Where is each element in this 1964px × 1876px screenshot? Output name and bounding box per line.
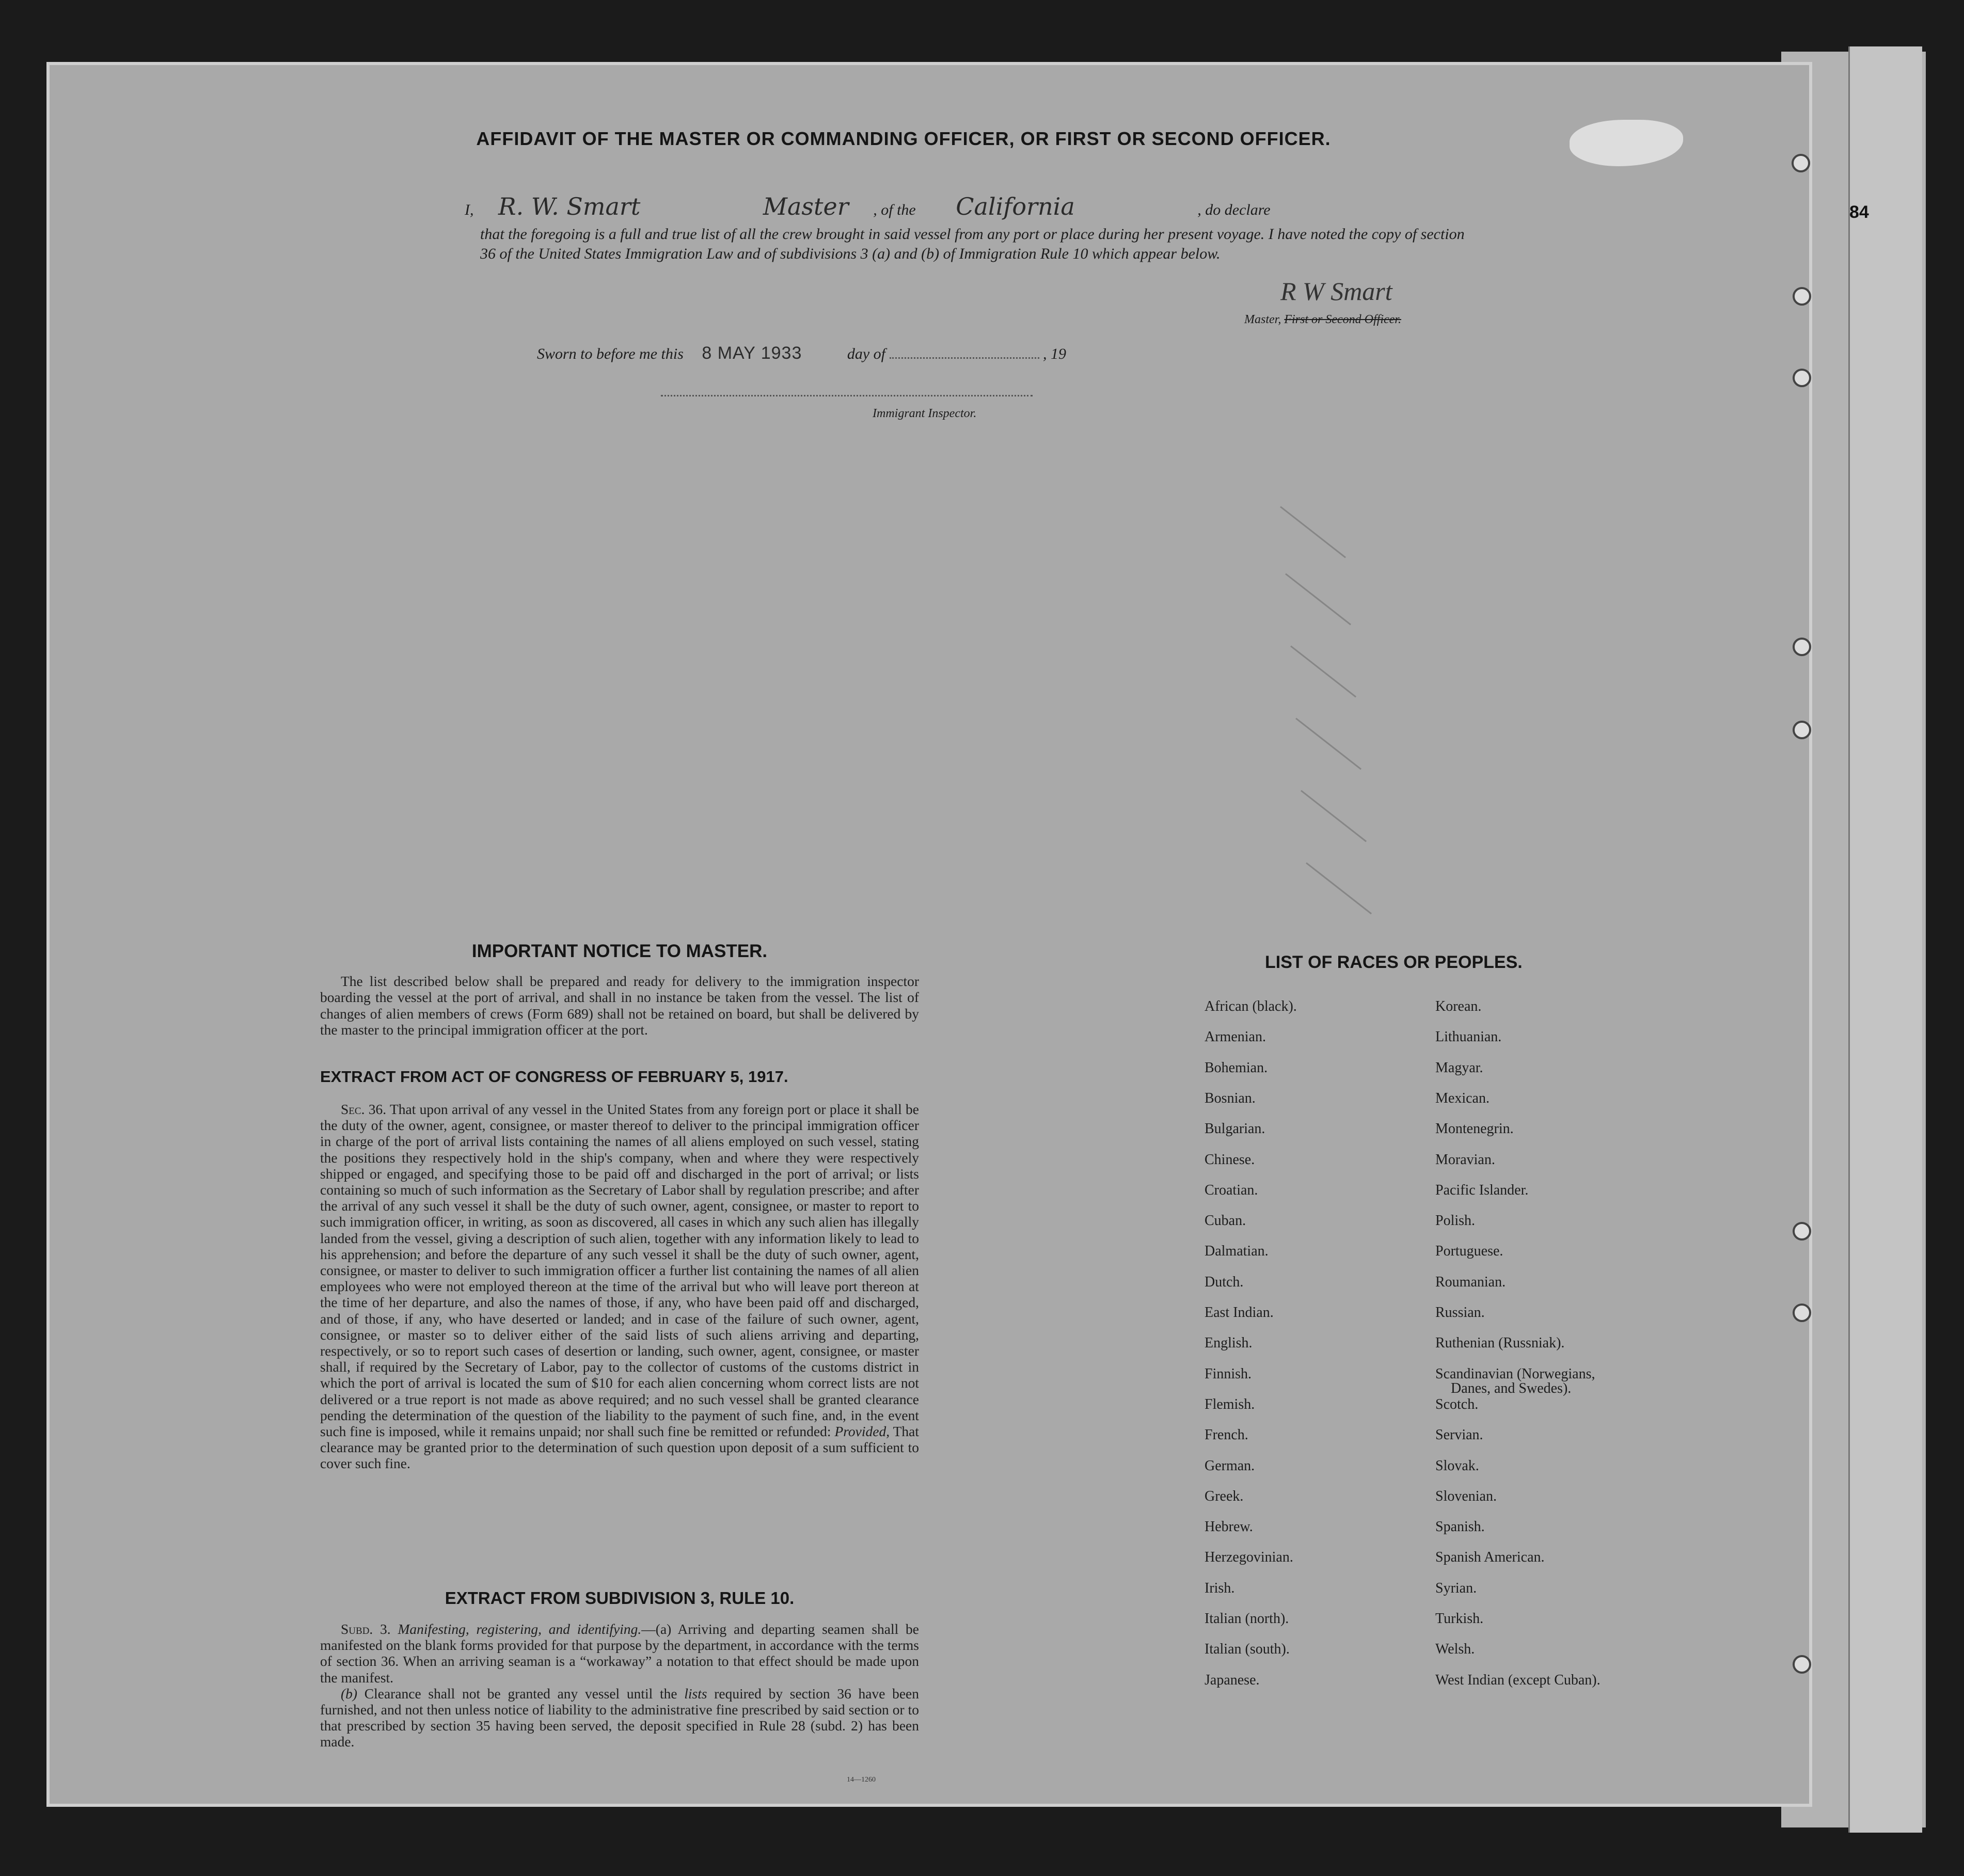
sec36-label: Sec. 36.: [341, 1101, 387, 1117]
race-item: Mexican.: [1435, 1090, 1490, 1106]
day-of-label: day of: [847, 345, 886, 362]
struck-officer-label: First or Second Officer.: [1284, 313, 1401, 326]
binder-hole-icon: [1793, 638, 1811, 656]
race-item: Lithuanian.: [1435, 1029, 1502, 1045]
race-item: Portuguese.: [1435, 1243, 1503, 1260]
binder-hole-icon: [1793, 1655, 1811, 1674]
inspector-label: Immigrant Inspector.: [873, 407, 977, 420]
race-item: African (black).: [1205, 998, 1297, 1014]
of-the-label: , of the: [873, 201, 916, 218]
race-item: Irish.: [1205, 1580, 1235, 1596]
binder-hole-icon: [1792, 154, 1810, 172]
binder-hole-icon: [1793, 287, 1811, 306]
affidavit-heading: AFFIDAVIT OF THE MASTER OR COMMANDING OFFICER, OR FIRST OR SECOND OFFICER.: [476, 128, 1331, 149]
race-item: Moravian.: [1435, 1151, 1495, 1168]
handwritten-rank: Master: [763, 193, 849, 220]
race-item: West Indian (except Cuban).: [1435, 1672, 1601, 1688]
race-item: Roumanian.: [1435, 1274, 1506, 1290]
race-item: Japanese.: [1205, 1672, 1260, 1688]
race-item: Bulgarian.: [1205, 1121, 1265, 1137]
master-signature: R W Smart: [1280, 277, 1392, 306]
race-item: Servian.: [1435, 1427, 1483, 1443]
declaration-first-line: [465, 193, 1271, 220]
race-item: Polish.: [1435, 1213, 1476, 1229]
sec36-provided: Provided,: [834, 1423, 890, 1440]
race-item: Slovenian.: [1435, 1488, 1497, 1504]
notice-text: [320, 973, 919, 1038]
race-item: Spanish American.: [1435, 1549, 1545, 1566]
do-declare-label: , do declare: [1197, 201, 1271, 218]
sworn-line: [537, 343, 1066, 363]
subdivision-3-text: [320, 1621, 919, 1750]
race-item: Ruthenian (Russniak).: [1435, 1335, 1565, 1352]
race-item: East Indian.: [1205, 1305, 1274, 1321]
subd-b-label: (b): [341, 1685, 358, 1702]
race-item: Greek.: [1205, 1488, 1244, 1504]
sworn-label: Sworn to before me this: [537, 345, 684, 362]
race-item: Herzegovinian.: [1205, 1549, 1293, 1566]
binder-hole-icon: [1793, 1303, 1811, 1322]
race-item: Turkish.: [1435, 1611, 1484, 1627]
race-item: English.: [1205, 1335, 1253, 1352]
race-item: Bohemian.: [1205, 1059, 1268, 1076]
races-title: LIST OF RACES OR PEOPLES.: [1265, 952, 1523, 972]
declaration-text: that the foregoing is a full and true list of all the crew brought in said vessel from any port or place during her present voyage. I have noted the copy of section 36 of the United States Immigration Law and of subdivisions 3 (a) and (b) of Immigration Rule 10 which appear below.: [480, 226, 1465, 262]
handwritten-vessel: California: [956, 193, 1075, 220]
subd-label: Subd. 3.: [341, 1621, 391, 1637]
year-label: , 19: [1043, 345, 1067, 362]
binder-hole-icon: [1793, 1222, 1811, 1241]
race-item: Flemish.: [1205, 1396, 1255, 1412]
adjacent-page-edge: [1848, 46, 1922, 1833]
subd-b-lists: lists: [684, 1685, 707, 1702]
signature-caption: [1244, 313, 1401, 327]
race-item: Armenian.: [1205, 1029, 1266, 1045]
affidavit-sheet: [46, 62, 1812, 1807]
race-item: Chinese.: [1205, 1151, 1255, 1168]
race-item: French.: [1205, 1427, 1248, 1443]
race-item: German.: [1205, 1457, 1255, 1474]
subd-b-2: required by section 36 have been furnished, and not then unless notice of liability to the administrative fine prescribed by said section or to that prescribed by section 35 having been served, the deposit specified in Rule 28 (subd. 2) has been made.: [320, 1685, 920, 1750]
race-item: Scotch.: [1435, 1396, 1479, 1412]
race-item: Dutch.: [1205, 1274, 1244, 1290]
race-item: Montenegrin.: [1435, 1121, 1514, 1137]
race-item: Slovak.: [1435, 1457, 1479, 1474]
binder-hole-icon: [1793, 369, 1811, 387]
sec36-body: That upon arrival of any vessel in the United States from any foreign port or place it shall be the duty of the owner, agent, consignee, or master thereof to deliver to the principal immigration officer in charge of the port of arrival lists containing the names of all aliens employed on such vessel, stating the positions they respectively hold in the ship's company, when and where they were respectively shipped or engaged, and specifying those to be paid off and discharged in the port of arrival; or lists containing so much of such information as the Secretary of Labor shall by regulation prescribe; and after the arrival of any such vessel it shall be the duty of such owner, agent, consignee, or master to report to such immigration officer, in writing, as soon as discovered, all cases in which any such alien has illegally landed from the vessel, giving a description of such alien, together with any information likely to lead to his apprehension; and before the departure of any such vessel it shall be the duty of such owner, agent, consignee, or master to deliver to such immigration officer a further list containing the names of all alien employees who were not employed thereon at the time of the arrival but who will leave port thereon at the time of her departure, and also the names of those, if any, who have been paid off and discharged, and of those, if any, who have deserted or landed; and in case of the failure of such owner, agent, consignee, or master so to deliver either of the said lists of such aliens arriving and departing, respectively, or so to report such cases of desertion or landing, such owner, agent, consignee, or master shall, if required by the Secretary of Labor, pay to the collector of customs of the customs district in which the port of arrival is located the sum of $10 for each alien concerning whom correct lists are not delivered or a true report is not made as above required; and no such vessel shall be granted clearance pending the determination of the question of the liability to the payment of such fine, and, in the event such fine is imposed, while it remains unpaid; nor shall such fine be remitted or refunded:: [320, 1101, 919, 1440]
date-stamp: 8 MAY 1933: [702, 343, 802, 363]
handwritten-name: R. W. Smart: [498, 193, 641, 220]
race-item: Welsh.: [1435, 1641, 1475, 1658]
inspector-signature-line: [661, 395, 1033, 396]
master-label: Master,: [1244, 313, 1281, 326]
notice-title: IMPORTANT NOTICE TO MASTER.: [471, 941, 768, 961]
section-36-text: [320, 1101, 919, 1472]
extract-rule-title: EXTRACT FROM SUBDIVISION 3, RULE 10.: [445, 1588, 795, 1608]
race-item: Korean.: [1435, 998, 1482, 1014]
notice-paragraph: The list described below shall be prepared and ready for delivery to the immigration inspector boarding the vessel at the port of arrival, and shall in no instance be taken from the vessel. The list of changes of alien members of crews (Form 689) shall not be retained on board, but shall be delivered by the master to the principal immigration officer at the port.: [320, 973, 919, 1038]
page-number: 84: [1849, 202, 1869, 222]
extract-act-title: EXTRACT FROM ACT OF CONGRESS OF FEBRUARY 5, 1917.: [320, 1068, 788, 1086]
subd-a: —(a) Arriving and departing seamen shall be manifested on the blank forms provided for that purpose by the department, in accordance with the terms of section 36. When an arriving seaman is a “workaway” a notation to that effect should be made upon the manifest.: [320, 1621, 919, 1686]
race-item: Cuban.: [1205, 1213, 1246, 1229]
race-item: Scandinavian (Norwegians,: [1435, 1365, 1595, 1382]
race-item: Magyar.: [1435, 1059, 1483, 1076]
race-item: Bosnian.: [1205, 1090, 1256, 1106]
form-number: 14—1260: [847, 1776, 876, 1784]
race-item: Hebrew.: [1205, 1519, 1253, 1535]
subd-heading: Manifesting, registering, and identifying.: [398, 1621, 642, 1637]
race-item: Italian (north).: [1205, 1611, 1289, 1627]
race-item: Russian.: [1435, 1305, 1485, 1321]
race-item: Finnish.: [1205, 1365, 1252, 1382]
race-item: Italian (south).: [1205, 1641, 1290, 1658]
sec36-tail: That clearance may be granted prior to the determination of such question upon deposit of a sum sufficient to cover such fine.: [320, 1423, 919, 1472]
race-item: Spanish.: [1435, 1519, 1485, 1535]
subd-b-1: Clearance shall not be granted any vessel until the: [364, 1685, 677, 1702]
race-item: Dalmatian.: [1205, 1243, 1269, 1260]
binder-hole-icon: [1793, 721, 1811, 739]
i-label: I,: [465, 201, 474, 218]
race-item: Croatian.: [1205, 1182, 1258, 1198]
race-item: Danes, and Swedes).: [1451, 1380, 1572, 1396]
race-item: Syrian.: [1435, 1580, 1477, 1596]
race-item: Pacific Islander.: [1435, 1182, 1529, 1198]
